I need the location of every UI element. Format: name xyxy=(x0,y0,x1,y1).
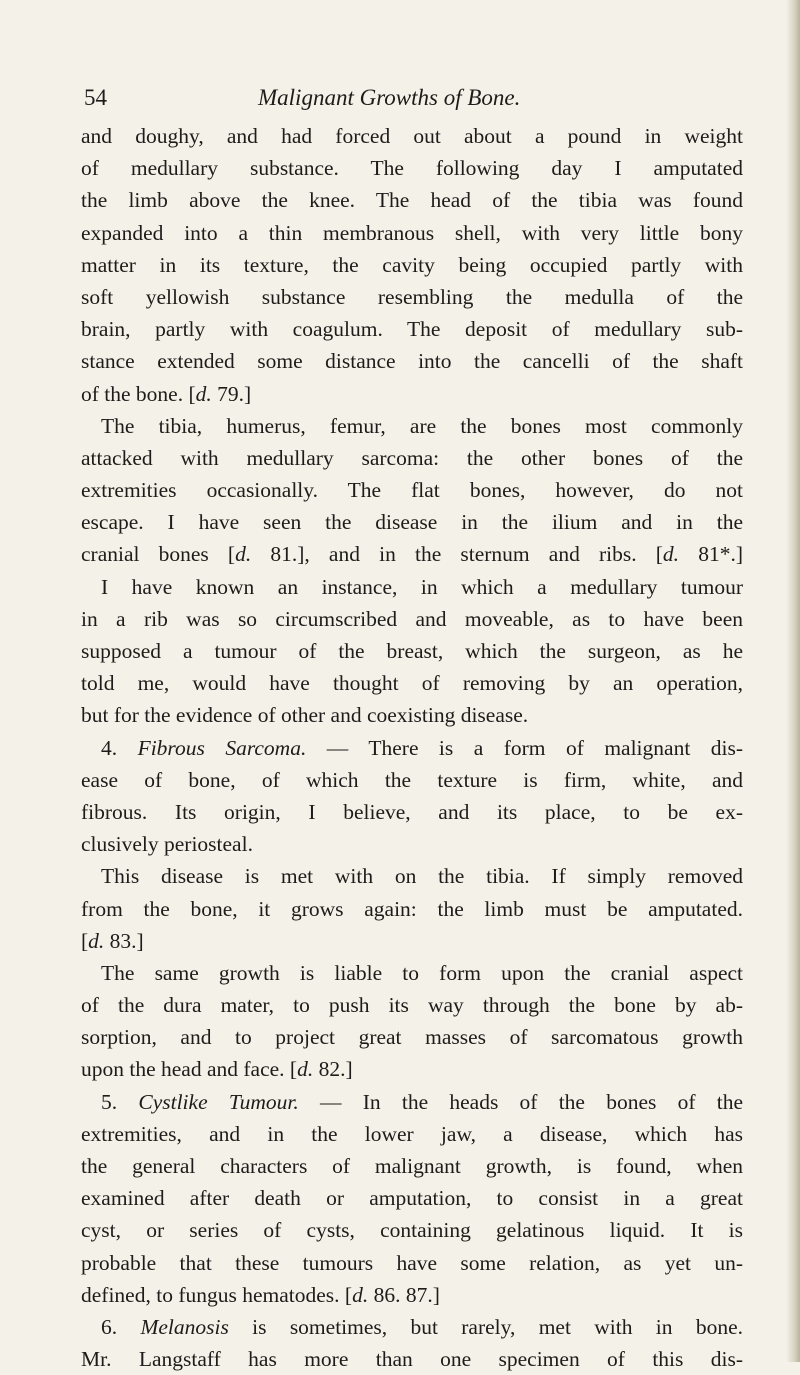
text-line: sorption, and to project great masses of sarcomatous growth xyxy=(81,1025,743,1050)
text-line: escape. I have seen the disease in the ilium and in the xyxy=(81,510,743,535)
text-line: 6. Melanosis is sometimes, but rarely, met with in bone. xyxy=(101,1314,743,1339)
text-line: in a rib was so circumscribed and moveable, as to have been xyxy=(81,606,743,631)
text-line: of medullary substance. The following day I amputated xyxy=(81,156,743,181)
text-line: soft yellowish substance resembling the medulla of the xyxy=(81,284,743,309)
text-line: attacked with medullary sarcoma: the other bones of the xyxy=(81,445,743,470)
text-line: the limb above the knee. The head of the tibia was found xyxy=(81,188,743,213)
running-title: Malignant Growths of Bone. xyxy=(258,85,521,110)
text-line: The tibia, humerus, femur, are the bones most commonly xyxy=(101,413,743,438)
text-line: probable that these tumours have some relation, as yet un- xyxy=(81,1250,743,1275)
text-line: examined after death or amputation, to consist in a great xyxy=(81,1186,743,1211)
text-line: brain, partly with coagulum. The deposit of medullary sub- xyxy=(81,317,743,342)
text-line: expanded into a thin membranous shell, with very little bony xyxy=(81,220,743,245)
text-line: fibrous. Its origin, I believe, and its place, to be ex- xyxy=(81,799,743,824)
text-line: I have known an instance, in which a medullary tumour xyxy=(101,574,743,599)
text-line: told me, would have thought of removing by an operation, xyxy=(81,671,743,696)
text-line: stance extended some distance into the cancelli of the shaft xyxy=(81,349,743,374)
text-line: from the bone, it grows again: the limb must be amputated. xyxy=(81,896,743,921)
text-line: the general characters of malignant growth, is found, when xyxy=(81,1154,743,1178)
text-line: and doughy, and had forced out about a pound in weight xyxy=(81,124,743,148)
text-line: Mr. Langstaff has more than one specimen of this dis- xyxy=(81,1347,743,1372)
text-line: This disease is met with on the tibia. If simply removed xyxy=(101,864,743,889)
text-line: 4. Fibrous Sarcoma. — There is a form of malignant dis- xyxy=(101,735,743,760)
text-line: 5. Cystlike Tumour. — In the heads of the bones of the xyxy=(101,1089,744,1114)
page-number: 54 xyxy=(84,85,107,110)
text-line: extremities occasionally. The flat bones, however, do not xyxy=(81,478,743,503)
text-line: cyst, or series of cysts, containing gelatinous liquid. It is xyxy=(81,1218,743,1243)
text-line: extremities, and in the lower jaw, a disease, which has xyxy=(81,1121,743,1146)
text-line: cranial bones [d. 81.], and in the sternum and ribs. [d. 81*.] xyxy=(81,542,743,567)
text-line: defined, to fungus hematodes. [d. 86. 87.] xyxy=(81,1282,440,1307)
text-line: but for the evidence of other and coexisting disease. xyxy=(81,703,529,728)
text-line: of the bone. [d. 79.] xyxy=(81,381,252,406)
text-line: clusively periosteal. xyxy=(81,832,253,857)
running-header xyxy=(84,80,704,116)
page-edge-shadow xyxy=(786,0,800,1362)
text-line: ease of bone, of which the texture is firm, white, and xyxy=(81,767,743,792)
text-line: upon the head and face. [d. 82.] xyxy=(81,1057,353,1082)
text-line: supposed a tumour of the breast, which the surgeon, as he xyxy=(81,639,743,663)
text-line: [d. 83.] xyxy=(81,928,144,953)
text-line: matter in its texture, the cavity being occupied partly with xyxy=(81,252,743,277)
body-text xyxy=(81,120,743,1375)
text-line: The same growth is liable to form upon the cranial aspect xyxy=(101,960,743,985)
text-line: of the dura mater, to push its way through the bone by ab- xyxy=(81,993,743,1018)
